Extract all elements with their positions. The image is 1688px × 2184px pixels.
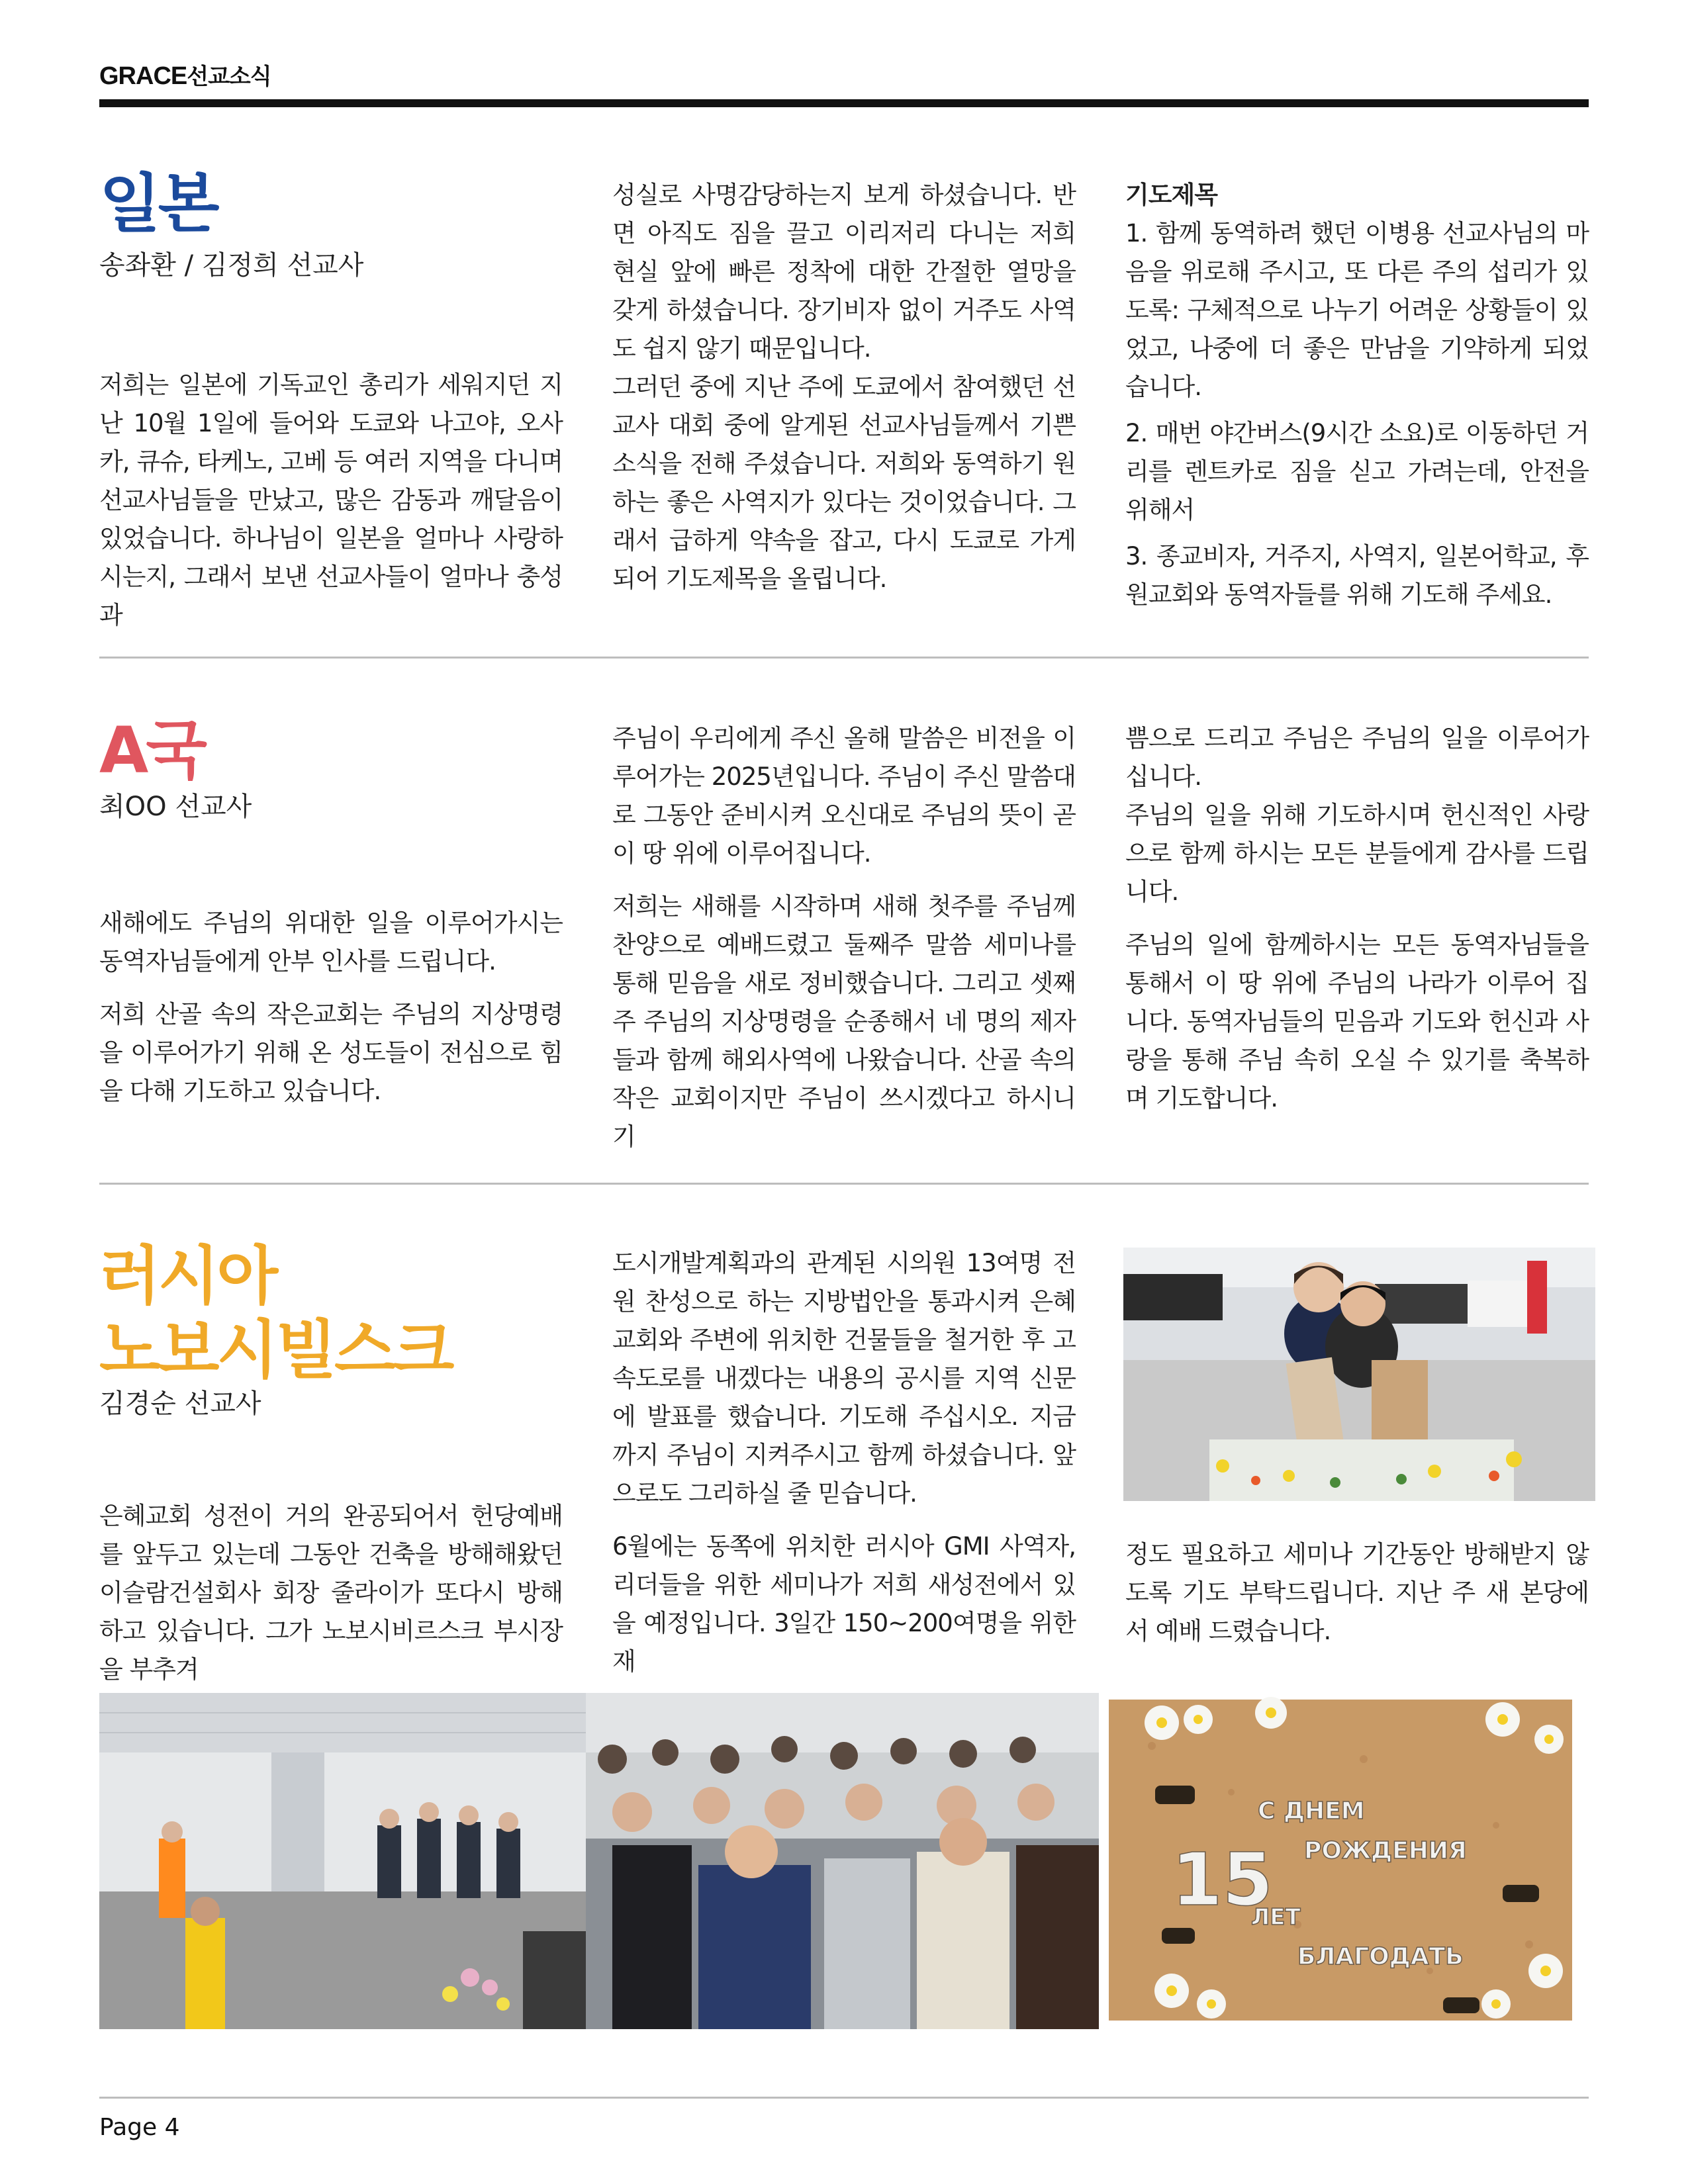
japan-prayer-column	[1125, 176, 1589, 614]
japan-missionaries: 송좌환 / 김정희 선교사	[99, 250, 364, 281]
photo-congregation-illustration	[586, 1693, 1099, 2029]
acountry-paragraph: 주님의 일에 함께하시는 모든 동역자님들을 통해서 이 땅 위에 주님의 나라가 이루어 집니다. 동역자님들의 믿음과 기도와 헌신과 사랑을 통해 주님 속히 오실 수 있기를 축복하며 기도합니다.	[1125, 931, 1589, 1113]
cake-text-line: С ДНЕМ	[1258, 1797, 1365, 1825]
russia-paragraph: 도시개발계획과의 관계된 시의원 13여명 전원 찬성으로 하는 지방법안을 통과시켜 은혜교회와 주변에 위치한 건물들을 철거한 후 고속도로를 내겠다는 내용의 공시를 지역 신문에 발표를 했습니다. 기도해 주십시오. 지금까지 주님이 지켜주시고 함께 하셨습니다. 앞으로도 그리하실 줄 믿습니다.	[612, 1249, 1076, 1508]
acountry-column-3	[1125, 719, 1589, 1118]
cake-text-line: ЛЕТ	[1251, 1904, 1301, 1931]
acountry-title: A국	[99, 713, 205, 788]
acountry-paragraph: 저희 산골 속의 작은교회는 주님의 지상명령을 이루어가기 위해 온 성도들이 전심으로 힘을 다해 기도하고 있습니다.	[99, 1000, 563, 1105]
section-divider	[99, 1183, 1589, 1185]
russia-title-line-1: 러시아	[99, 1239, 276, 1313]
russia-title	[99, 1239, 451, 1387]
photo-worship-service	[99, 1693, 586, 2029]
acountry-missionaries: 최OO 선교사	[99, 792, 252, 822]
japan-paragraph: 저희는 일본에 기독교인 총리가 세워지던 지난 10월 1일에 들어와 도쿄와 나고야, 오사카, 큐슈, 타케노, 고베 등 여러 지역을 다니며 선교사님들을 만났고, 많은 감동과 깨달음이 있었습니다. 하나님이 일본을 얼마나 사랑하시는지, 그래서 보낸 선교사들이 얼마나 충성과	[99, 371, 563, 629]
russia-paragraph: 정도 필요하고 세미나 기간동안 방해받지 않도록 기도 부탁드립니다. 지난 주 새 본당에서 예배 드렸습니다.	[1125, 1540, 1589, 1645]
japan-paragraph: 그러던 중에 지난 주에 도쿄에서 참여했던 선교사 대회 중에 알게된 선교사님들께서 기쁜 소식을 전해 주셨습니다. 저희와 동역하기 원하는 좋은 사역지가 있다는 것이었습니다. 그래서 급하게 약속을 잡고, 다시 도쿄로 가게 되어 기도제목을 올립니다.	[612, 373, 1076, 593]
russia-paragraph: 6월에는 동쪽에 위치한 러시아 GMI 사역자, 리더들을 위한 세미나가 저희 새성전에서 있을 예정입니다. 3일간 150~200여명을 위한 재	[612, 1532, 1076, 1676]
photo-women-with-cake	[1123, 1248, 1595, 1501]
acountry-column-1	[99, 904, 563, 1111]
prayer-item: 2. 매번 야간버스(9시간 소요)로 이동하던 거리를 렌트카로 짐을 싣고 가려는데, 안전을 위해서	[1125, 419, 1589, 524]
section-divider	[99, 657, 1589, 659]
japan-paragraph: 성실로 사명감당하는지 보게 하셨습니다. 반면 아직도 짐을 끌고 이리저리 다니는 저희 현실 앞에 빠른 정착에 대한 간절한 열망을 갖게 하셨습니다. 장기비자 없이 거주도 사역도 쉽지 않기 때문입니다.	[612, 181, 1076, 363]
footer-rule	[99, 2097, 1589, 2099]
photo-women-illustration	[1123, 1248, 1595, 1501]
russia-paragraph: 은혜교회 성전이 거의 완공되어서 헌당예배를 앞두고 있는데 그동안 건축을 방해해왔던 이슬람건설회사 회장 줄라이가 또다시 방해하고 있습니다. 그가 노보시비르스크 부시장을 부추겨	[99, 1502, 563, 1684]
russia-column-2	[612, 1244, 1076, 1681]
acountry-paragraph: 저희는 새해를 시작하며 새해 첫주를 주님께 찬양으로 예배드렸고 둘째주 말씀 세미나를 통해 믿음을 새로 정비했습니다. 그리고 셋째주 주님의 지상명령을 순종해서 네 명의 제자들과 함께 해외사역에 나왔습니다. 산골 속의 작은 교회이지만 주님이 쓰시겠다고 하시니 기	[612, 892, 1076, 1151]
russia-column-1	[99, 1497, 563, 1689]
acountry-paragraph: 주님이 우리에게 주신 올해 말씀은 비전을 이루어가는 2025년입니다. 주님이 주신 말씀대로 그동안 준비시켜 오신대로 주님의 뜻이 곧 이 땅 위에 이루어집니다.	[612, 724, 1076, 868]
newsletter-header	[99, 58, 271, 91]
japan-column-1	[99, 366, 563, 635]
russia-missionaries: 김경순 선교사	[99, 1388, 261, 1419]
header-rule	[99, 99, 1589, 107]
russia-title-line-2: 노보시빌스크	[99, 1313, 452, 1387]
section-name: 선교소식	[187, 64, 271, 89]
page-number: Page 4	[99, 2114, 180, 2141]
brand-name: GRACE	[99, 62, 187, 90]
acountry-paragraph: 주님의 일을 위해 기도하시며 헌신적인 사랑으로 함께 하시는 모든 분들에게 감사를 드립니다.	[1125, 801, 1589, 906]
prayer-title: 기도제목	[1125, 181, 1217, 209]
photo-cake-illustration	[1099, 1693, 1589, 2029]
cake-text-line: РОЖДЕНИЯ	[1304, 1837, 1467, 1864]
acountry-paragraph: 쁨으로 드리고 주님은 주님의 일을 이루어가십니다.	[1125, 724, 1589, 791]
photo-worship-illustration	[99, 1693, 586, 2029]
japan-column-2	[612, 176, 1076, 598]
cake-text-line: 15	[1172, 1837, 1274, 1922]
prayer-item: 1. 함께 동역하려 했던 이병용 선교사님의 마음을 위로해 주시고, 또 다른 주의 섭리가 있도록: 구체적으로 나누기 어려운 상황들이 있었고, 나중에 더 좋은 만남을 기약하게 되었습니다.	[1125, 219, 1589, 401]
russia-column-3	[1125, 1535, 1589, 1651]
cake-text-line: БЛАГОДАТЬ	[1297, 1943, 1464, 1970]
japan-title: 일본	[99, 167, 217, 241]
acountry-paragraph: 새해에도 주님의 위대한 일을 이루어가시는 동역자님들에게 안부 인사를 드립니다.	[99, 909, 563, 976]
photo-anniversary-cake	[1099, 1693, 1589, 2029]
prayer-item: 3. 종교비자, 거주지, 사역지, 일본어학교, 후원교회와 동역자들를 위해 기도해 주세요.	[1125, 542, 1589, 609]
photo-congregation	[586, 1693, 1099, 2029]
acountry-column-2	[612, 719, 1076, 1156]
